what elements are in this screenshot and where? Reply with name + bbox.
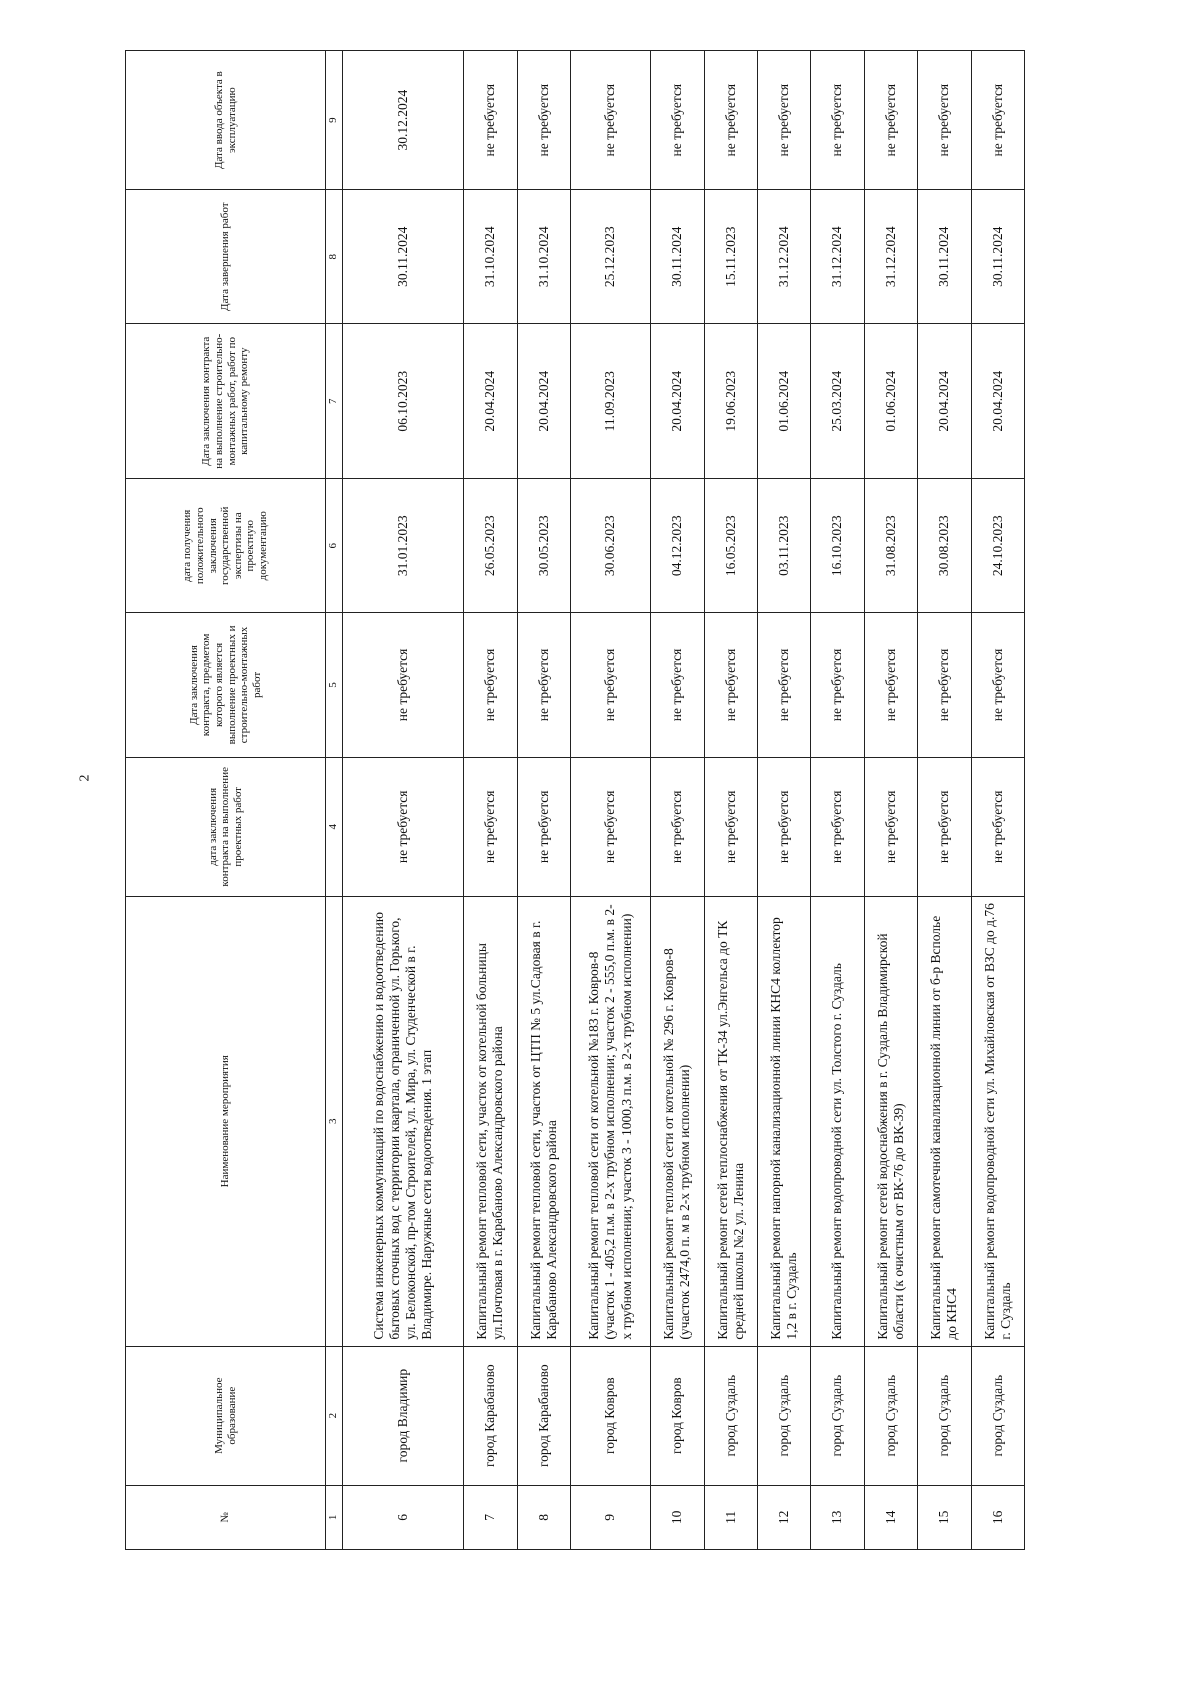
table-cell: Капитальный ремонт водопроводной сети ул. Михайловская от ВЗС до д.76 г. Суздаль [971,896,1024,1346]
table-cell: не требуется [464,757,517,896]
table-cell: 6 [343,1485,464,1549]
table-cell: не требуется [811,757,864,896]
table-cell: не требуется [517,613,570,758]
table-cell: не требуется [864,51,917,190]
table-cell: город Суздаль [704,1346,757,1485]
table-cell: Капитальный ремонт тепловой сети от котельной №183 г. Ковров-8 (участок 1 - 405,2 п.м. в 2-х трубном исполнении; участок 2 - 555,0 п.м. в 2-х трубном исполнении; участок 3 - 1000,3 п.м. в 2-х трубном исполнении) [571,896,651,1346]
table-cell: не требуется [971,757,1024,896]
table-cell: 31.12.2024 [864,190,917,324]
column-number: 2 [326,1346,343,1485]
table-cell: 9 [571,1485,651,1549]
table-cell: 30.12.2024 [343,51,464,190]
table-cell: не требуется [571,757,651,896]
table-cell: город Суздаль [757,1346,810,1485]
table-cell: не требуется [651,51,704,190]
column-number: 8 [326,190,343,324]
table-cell: 25.03.2024 [811,324,864,479]
table-cell: 19.06.2023 [704,324,757,479]
table-cell: не требуется [971,51,1024,190]
table-cell: 30.11.2024 [343,190,464,324]
table-cell: город Суздаль [971,1346,1024,1485]
table-cell: 31.08.2023 [864,479,917,613]
table-cell: не требуется [343,613,464,758]
table-cell: 8 [517,1485,570,1549]
table-row [651,51,704,1550]
table-cell: 20.04.2024 [971,324,1024,479]
table-cell: не требуется [651,757,704,896]
table-cell: 7 [464,1485,517,1549]
header-cell: Дата ввода объекта в эксплуатацию [126,51,326,190]
table-cell: город Владимир [343,1346,464,1485]
table-row [757,51,810,1550]
column-number: 1 [326,1485,343,1549]
table-row [464,51,517,1550]
column-number: 4 [326,757,343,896]
rotated-table-container [125,50,1025,1550]
table-cell: 31.10.2024 [464,190,517,324]
table-cell: Капитальный ремонт напорной канализационной линии КНС4 коллектор 1,2 в г. Суздаль [757,896,810,1346]
table-cell: 11.09.2023 [571,324,651,479]
table-cell: не требуется [918,51,971,190]
column-number: 9 [326,51,343,190]
table-cell: 01.06.2024 [864,324,917,479]
table-cell: 31.10.2024 [517,190,570,324]
table-cell: 06.10.2023 [343,324,464,479]
table-cell: город Суздаль [811,1346,864,1485]
table-cell: 20.04.2024 [517,324,570,479]
table-cell: 30.08.2023 [918,479,971,613]
table-cell: не требуется [811,51,864,190]
table-cell: не требуется [464,51,517,190]
column-number: 5 [326,613,343,758]
table-cell: 01.06.2024 [757,324,810,479]
table-cell: 25.12.2023 [571,190,651,324]
header-cell: Наименование мероприятия [126,896,326,1346]
table-cell: 24.10.2023 [971,479,1024,613]
table-cell: 16.05.2023 [704,479,757,613]
page-number: 2 [77,774,93,782]
column-number: 3 [326,896,343,1346]
header-cell: дата получения положительного заключения государственной экспертизы на проектную документацию [126,479,326,613]
table-cell: не требуется [757,757,810,896]
table-cell: 31.01.2023 [343,479,464,613]
table-cell: 31.12.2024 [757,190,810,324]
table-cell: 14 [864,1485,917,1549]
table-cell: не требуется [464,613,517,758]
table-cell: не требуется [864,757,917,896]
table-cell: 20.04.2024 [918,324,971,479]
table-cell: Капитальный ремонт сетей водоснабжения в г. Суздаль Владимирской области (к очистным от ВК-76 до ВК-39) [864,896,917,1346]
table-row [704,51,757,1550]
table-cell: не требуется [651,613,704,758]
table-row [971,51,1024,1550]
table-cell: не требуется [864,613,917,758]
table-cell: 04.12.2023 [651,479,704,613]
table-row [571,51,651,1550]
table-body [343,51,1025,1550]
table-cell: Капитальный ремонт тепловой сети, участок от ЦТП № 5 ул.Садовая в г. Карабаново Александровского района [517,896,570,1346]
table-cell: город Карабаново [517,1346,570,1485]
table-cell: Капитальный ремонт тепловой сети от котельной № 296 г. Ковров-8 (участок 2474,0 п. м в 2-х трубном исполнении) [651,896,704,1346]
table-cell: не требуется [571,51,651,190]
table-cell: 20.04.2024 [651,324,704,479]
table-row [517,51,570,1550]
table-cell: не требуется [704,757,757,896]
header-cell: Дата завершения работ [126,190,326,324]
table-cell: не требуется [918,613,971,758]
table-cell: город Ковров [571,1346,651,1485]
header-row [126,51,326,1550]
table-cell: 31.12.2024 [811,190,864,324]
header-cell: Дата заключения контракта на выполнение строительно-монтажных работ, работ по капитальному ремонту [126,324,326,479]
table-cell: не требуется [517,51,570,190]
table-cell: город Суздаль [864,1346,917,1485]
table-cell: 15 [918,1485,971,1549]
table-cell: не требуется [704,51,757,190]
column-number-row [326,51,343,1550]
table-row [918,51,971,1550]
header-cell: Муниципальное образование [126,1346,326,1485]
column-number: 6 [326,479,343,613]
table-cell: 12 [757,1485,810,1549]
table-cell: 11 [704,1485,757,1549]
table-cell: не требуется [343,757,464,896]
table-cell: 15.11.2023 [704,190,757,324]
table-row [864,51,917,1550]
column-number: 7 [326,324,343,479]
table-cell: 30.11.2024 [918,190,971,324]
table-cell: не требуется [517,757,570,896]
table-cell: Капитальный ремонт тепловой сети, участок от котельной больницы ул.Почтовая в г. Карабаново Александровского района [464,896,517,1346]
table-cell: не требуется [757,613,810,758]
table-cell: не требуется [757,51,810,190]
table-cell: 13 [811,1485,864,1549]
table-cell: не требуется [918,757,971,896]
table-cell: 03.11.2023 [757,479,810,613]
table-cell: Капитальный ремонт водопроводной сети ул. Толстого г. Суздаль [811,896,864,1346]
table-cell: 16.10.2023 [811,479,864,613]
table-cell: Капитальный ремонт самотечной канализационной линии от б-р Всполье до КНС4 [918,896,971,1346]
table-cell: не требуется [971,613,1024,758]
table-cell: 20.04.2024 [464,324,517,479]
table-row [811,51,864,1550]
table-cell: 30.11.2024 [651,190,704,324]
table-cell: город Карабаново [464,1346,517,1485]
table-cell: Система инженерных коммуникаций по водоснабжению и водоотведению бытовых сточных вод с территории квартала, ограниченной ул. Горького, ул. Белоконской, пр-том Строителей, ул. Мира, ул. Студенческой в г. Владимире. Наружные сети водоотведения. 1 этап [343,896,464,1346]
table-cell: 30.05.2023 [517,479,570,613]
table-cell: не требуется [704,613,757,758]
table-row [343,51,464,1550]
header-cell: Дата заключения контракта, предметом которого является выполнение проектных и строительно-монтажных работ [126,613,326,758]
table-cell: 30.06.2023 [571,479,651,613]
table-cell: 10 [651,1485,704,1549]
table-cell: город Суздаль [918,1346,971,1485]
table-cell: не требуется [571,613,651,758]
table-cell: город Ковров [651,1346,704,1485]
table-frame [125,50,1200,1525]
table-cell: 30.11.2024 [971,190,1024,324]
table-cell: 16 [971,1485,1024,1549]
header-cell: № [126,1485,326,1549]
measures-table [125,50,1025,1550]
table-cell: 26.05.2023 [464,479,517,613]
header-cell: дата заключения контракта на выполнение проектных работ [126,757,326,896]
table-cell: Капитальный ремонт сетей теплоснабжения от ТК-34 ул.Энгельса до ТК средней школы №2 ул. Ленина [704,896,757,1346]
table-cell: не требуется [811,613,864,758]
